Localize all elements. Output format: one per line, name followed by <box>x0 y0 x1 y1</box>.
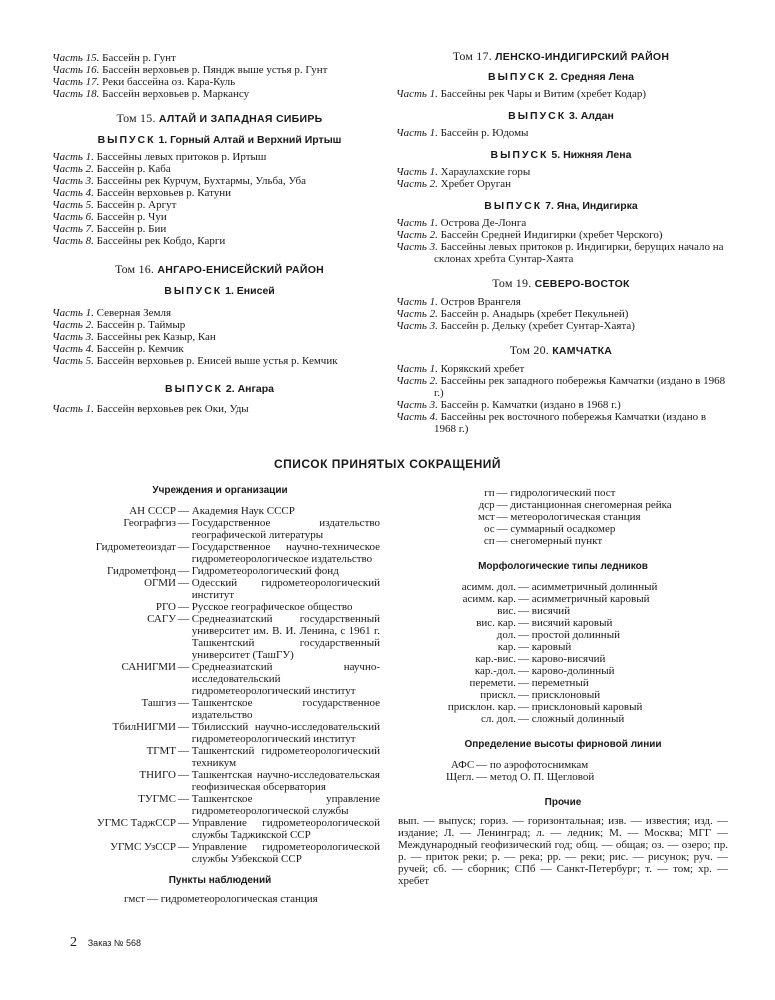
part-number: Часть 15. <box>52 52 100 64</box>
dash: — <box>518 677 532 689</box>
abbreviation-row <box>406 689 657 701</box>
dash: — <box>178 661 192 673</box>
part-line <box>52 211 387 223</box>
part-text: Северная Земля <box>96 307 172 319</box>
abbreviation-key: Гидрометеоиздат <box>95 541 176 553</box>
part-line <box>52 151 387 163</box>
volume-16-issue-2-parts <box>52 403 387 415</box>
abbreviation-row <box>406 713 657 725</box>
abbreviation-value: присклоновый <box>531 689 601 701</box>
part-text: Бассейны рек Чары и Витим (хребет Кодар) <box>440 88 647 100</box>
order-number: Заказ № 568 <box>87 938 142 948</box>
abbreviation-key: сп <box>483 535 495 547</box>
abbreviation-value: висячий <box>531 605 571 617</box>
part-line <box>52 307 387 319</box>
abbreviation-row <box>446 771 594 783</box>
part-number: Часть 1. <box>396 363 438 375</box>
part-line <box>396 178 726 190</box>
dash: — <box>496 511 511 523</box>
part-number: Часть 1. <box>52 403 94 415</box>
dash: — <box>518 617 532 629</box>
part-number: Часть 2. <box>396 375 438 387</box>
dash: — <box>178 517 192 529</box>
dash: — <box>518 713 532 725</box>
part-line <box>396 127 726 139</box>
part-text: Бассейны рек Казыр, Кан <box>96 331 216 343</box>
part-text: Бассейн р. Дельку (хребет Сунтар-Хаята) <box>440 320 635 332</box>
abbreviation-key: Щегл. <box>446 771 475 783</box>
institutions-table <box>60 505 380 865</box>
part-number: Часть 8. <box>52 235 94 247</box>
part-number: Часть 16. <box>52 64 100 76</box>
part-text: Бассейн р. Гунт <box>102 52 176 64</box>
part-text: Бассейн Средней Индигирки (хребет Черского) <box>440 229 663 241</box>
dash: — <box>518 629 532 641</box>
abbreviation-value: снегомерный пункт <box>510 535 603 547</box>
volume-20-parts <box>396 363 726 435</box>
part-text: Корякский хребет <box>440 363 525 375</box>
abbreviation-key: САГУ <box>147 613 176 625</box>
part-line <box>396 308 726 320</box>
part-number: Часть 17. <box>52 76 100 88</box>
abbreviation-key: РГО <box>155 601 176 613</box>
dash: — <box>518 641 532 653</box>
abbreviations-title: СПИСОК ПРИНЯТЫХ СОКРАЩЕНИЙ <box>273 457 502 471</box>
parts-list-top <box>52 52 387 100</box>
dash: — <box>518 701 532 713</box>
abbreviation-key: ОГМИ <box>144 577 176 589</box>
abbreviation-row <box>406 677 657 689</box>
part-line <box>52 403 387 415</box>
abbreviation-row <box>478 523 672 535</box>
abbreviation-value: карово-долинный <box>531 665 615 677</box>
abbreviation-row <box>60 697 380 721</box>
abbreviation-row <box>60 817 380 841</box>
page-number: 2 <box>70 935 77 950</box>
part-number: Часть 1. <box>52 151 94 163</box>
right-column <box>396 50 726 435</box>
stations-heading: Пункты наблюдений <box>168 875 272 886</box>
part-number: Часть 1. <box>396 127 438 139</box>
part-text: Реки бассейна оз. Кара-Куль <box>102 76 236 88</box>
abbreviation-value: метеорологическая станция <box>510 511 641 523</box>
part-number: Часть 4. <box>396 411 438 423</box>
abbreviation-row <box>60 601 380 613</box>
part-number: Часть 1. <box>396 296 438 308</box>
abbreviation-row <box>124 893 318 905</box>
abbreviation-value: Ташкентское управление гидрометеорологической службы <box>191 793 380 817</box>
abbreviation-key: прискл. <box>480 689 516 701</box>
volume-16-issue-1: ВЫПУСК 1. Енисей <box>164 285 275 297</box>
volume-17-issue: ВЫПУСК 2. Средняя Лена <box>488 71 634 83</box>
abbreviation-key: САНИГМИ <box>121 661 176 673</box>
dash: — <box>476 759 490 771</box>
abbreviation-key: кар. <box>497 641 516 653</box>
abbreviation-value: гидрометеорологическая станция <box>160 893 318 905</box>
abbreviation-value: каровый <box>531 641 572 653</box>
part-line <box>52 64 387 76</box>
part-number: Часть 3. <box>396 399 438 411</box>
volume-17-issues <box>396 71 726 265</box>
abbreviation-value: Одесский гидрометеорологический институт <box>191 577 380 601</box>
part-number: Часть 3. <box>52 175 94 187</box>
abbreviation-key: АН СССР <box>129 505 176 517</box>
abbreviation-value: асимметричный каровый <box>531 593 650 605</box>
abbreviation-row <box>60 541 380 565</box>
part-number: Часть 5. <box>52 355 94 367</box>
part-line <box>52 76 387 88</box>
abbreviation-value: Ташкентское государственное издательство <box>191 697 380 721</box>
part-text: Хребет Оруган <box>440 178 511 190</box>
volume-20-heading: Том 20. КАМЧАТКА <box>509 343 613 357</box>
abbreviation-row <box>60 721 380 745</box>
abbreviation-value: Управление гидрометеорологической службы Узбекской ССР <box>191 841 380 865</box>
abbreviation-row <box>60 841 380 865</box>
abbreviation-value: Тбилисский научно-исследовательский гидрометеорологический институт <box>191 721 380 745</box>
part-number: Часть 3. <box>396 320 438 332</box>
volume-17-heading: Том 17. ЛЕНСКО-ИНДИГИРСКИЙ РАЙОН <box>452 49 670 63</box>
part-text: Бассейн р. Анадырь (хребет Пекульней) <box>440 308 629 320</box>
abbreviation-value: сложный долинный <box>531 713 625 725</box>
dash: — <box>178 793 192 805</box>
abbreviation-key: УГМС ТаджССР <box>96 817 176 829</box>
abbreviation-row <box>406 581 657 593</box>
morph-table <box>406 581 657 725</box>
volume-17-issue: ВЫПУСК 3. Алдан <box>508 110 614 122</box>
abbreviation-row <box>60 661 380 697</box>
part-text: Бассейн р. Каба <box>96 163 171 175</box>
abbreviation-key: ТНИГО <box>139 769 176 781</box>
abbreviation-value: Ташкентская научно-исследовательская геофизическая обсерватория <box>191 769 380 793</box>
part-text: Бассейны левых притоков р. Иртыш <box>96 151 267 163</box>
abbreviation-value: дистанционная снегомерная рейка <box>510 499 672 511</box>
abbreviation-key: Ташгиз <box>141 697 176 709</box>
dash: — <box>178 745 192 757</box>
dash: — <box>496 487 511 499</box>
abbreviation-row <box>406 653 657 665</box>
dash: — <box>518 593 532 605</box>
abbreviation-key: перемети. <box>469 677 516 689</box>
abbreviation-value: Государственное научно-техническое гидрометеорологическое издательство <box>191 541 380 565</box>
dash: — <box>178 577 192 589</box>
dash: — <box>178 769 192 781</box>
part-line <box>52 187 387 199</box>
volume-19-heading: Том 19. СЕВЕРО-ВОСТОК <box>492 276 630 290</box>
abbreviation-row <box>406 701 657 713</box>
abbreviation-value: присклоновый каровый <box>531 701 643 713</box>
part-line <box>396 296 726 308</box>
part-text: Бассейн р. Аргут <box>96 199 177 211</box>
abbreviation-key: асимм. дол. <box>461 581 516 593</box>
volume-19-parts <box>396 296 726 332</box>
stations-table-right <box>478 487 672 547</box>
abbreviation-key: Гидрометфонд <box>107 565 176 577</box>
dash: — <box>147 893 161 905</box>
dash: — <box>518 581 532 593</box>
abbreviation-value: Государственное издательство географической литературы <box>191 517 380 541</box>
part-text: Остров Врангеля <box>440 296 521 308</box>
abbreviation-key: асимм. кар. <box>462 593 516 605</box>
abbreviation-key: гп <box>484 487 495 499</box>
volume-15-parts <box>52 151 387 247</box>
part-text: Бассейн р. Камчатки (издано в 1968 г.) <box>440 399 621 411</box>
part-number: Часть 1. <box>396 217 438 229</box>
part-number: Часть 3. <box>396 241 438 253</box>
volume-16-issue-2: ВЫПУСК 2. Ангара <box>165 383 274 395</box>
dash: — <box>496 523 511 535</box>
abbreviation-value: суммарный осадкомер <box>510 523 616 535</box>
part-number: Часть 1. <box>396 166 438 178</box>
abbreviations-left <box>60 485 380 905</box>
part-line <box>52 199 387 211</box>
dash: — <box>178 817 192 829</box>
part-text: Бассейн р. Юдомы <box>440 127 529 139</box>
dash: — <box>178 613 192 625</box>
abbreviation-row <box>406 629 657 641</box>
part-number: Часть 1. <box>396 88 438 100</box>
part-number: Часть 18. <box>52 88 100 100</box>
abbreviation-value: Русское географическое общество <box>191 601 353 613</box>
dash: — <box>178 721 192 733</box>
part-text: Бассейн верховьев р. Маркансу <box>102 88 250 100</box>
part-text: Хараулахские горы <box>440 166 531 178</box>
part-number: Часть 2. <box>52 163 94 175</box>
part-text: Бассейны рек западного побережья Камчатки (издано в 1968 г.) <box>434 375 726 399</box>
part-number: Часть 2. <box>396 308 438 320</box>
abbreviation-row <box>406 641 657 653</box>
abbreviation-value: Гидрометеорологический фонд <box>191 565 339 577</box>
abbreviation-key: ТУГМС <box>138 793 176 805</box>
part-number: Часть 1. <box>52 307 94 319</box>
abbreviation-row <box>60 577 380 601</box>
abbreviation-row <box>478 511 672 523</box>
firn-table <box>446 759 594 783</box>
dash: — <box>178 601 192 613</box>
part-text: Бассейн верховьев р. Катуни <box>96 187 232 199</box>
part-text: Бассейн р. Бии <box>96 223 167 235</box>
part-line <box>52 163 387 175</box>
left-column <box>52 52 387 415</box>
part-line <box>396 229 726 241</box>
abbreviation-key: гмст <box>124 893 146 905</box>
part-number: Часть 7. <box>52 223 94 235</box>
part-text: Бассейн верховьев рек Оки, Уды <box>96 403 249 415</box>
abbreviations-right <box>398 487 728 887</box>
part-text: Бассейны левых притоков р. Индигирки, берущих начало на склонах хребта Сунтар-Хаята <box>434 241 724 265</box>
part-line <box>52 331 387 343</box>
other-abbreviations-text: вып. — выпуск; гориз. — горизонтальная; изв. — известия; изд. — издание; Л. — Ленинград; л. — ледник; М. — Москва; МГГ — Международный геофизический год; общ. — общая; оз. — озеро; пр. р. — приток реки; р. — река; рр. — реки; рис. — рисунок; руч. — ручей; сб. — сборник; СПб — Санкт-Петербург; т. — том; хр. — хребет <box>398 815 728 887</box>
abbreviation-row <box>60 565 380 577</box>
abbreviation-value: по аэрофотоснимкам <box>489 759 589 771</box>
part-number: Часть 2. <box>52 319 94 331</box>
abbreviation-value: метод О. П. Щегловой <box>489 771 595 783</box>
abbreviation-row <box>60 505 380 517</box>
abbreviation-key: кар.-дол. <box>474 665 516 677</box>
abbreviation-value: простой долинный <box>531 629 620 641</box>
dash: — <box>178 541 192 553</box>
abbreviation-value: Ташкентский гидрометеорологический техникум <box>191 745 380 769</box>
firn-heading: Определение высоты фирновой линии <box>464 739 662 750</box>
part-text: Бассейн верховьев р. Пяндж выше устья р. Гунт <box>102 64 328 76</box>
abbreviation-value: карово-висячий <box>531 653 606 665</box>
part-text: Бассейны рек восточного побережья Камчатки (издано в 1968 г.) <box>434 411 707 435</box>
other-heading: Прочие <box>544 797 582 808</box>
abbreviation-row <box>478 535 672 547</box>
abbreviation-row <box>478 487 672 499</box>
volume-15-heading: Том 15. АЛТАЙ И ЗАПАДНАЯ СИБИРЬ <box>116 111 323 125</box>
abbreviation-row <box>60 613 380 661</box>
part-number: Часть 2. <box>396 229 438 241</box>
abbreviation-key: вис. <box>497 605 516 617</box>
morph-heading: Морфологические типы ледников <box>478 561 648 572</box>
volume-17-issue: ВЫПУСК 5. Нижняя Лена <box>490 149 632 161</box>
volume-16-heading: Том 16. АНГАРО-ЕНИСЕЙСКИЙ РАЙОН <box>114 262 325 276</box>
part-number: Часть 2. <box>396 178 438 190</box>
dash: — <box>476 771 490 783</box>
part-line <box>396 399 726 411</box>
part-line <box>52 355 387 367</box>
part-text: Бассейны рек Курчум, Бухтармы, Ульба, Уба <box>96 175 307 187</box>
abbreviation-key: сл. дол. <box>480 713 516 725</box>
stations-table-left <box>124 893 318 905</box>
part-text: Бассейн р. Чуи <box>96 211 167 223</box>
part-line <box>396 363 726 375</box>
dash: — <box>518 665 532 677</box>
part-line <box>396 375 726 399</box>
abbreviation-value: асимметричный долинный <box>531 581 658 593</box>
part-text: Бассейны рек Кобдо, Карги <box>96 235 226 247</box>
abbreviation-value: Академия Наук СССР <box>191 505 295 517</box>
abbreviation-value: Управление гидрометеорологической службы Таджикской ССР <box>191 817 380 841</box>
dash: — <box>518 653 532 665</box>
part-line <box>52 223 387 235</box>
dash: — <box>178 697 192 709</box>
abbreviation-row <box>60 769 380 793</box>
abbreviation-key: вис. кар. <box>476 617 516 629</box>
part-line <box>52 319 387 331</box>
part-line <box>396 88 726 100</box>
abbreviation-row <box>406 665 657 677</box>
dash: — <box>496 535 511 547</box>
volume-16-issue-1-parts <box>52 307 387 367</box>
abbreviation-row <box>406 605 657 617</box>
part-text: Бассейн р. Кемчик <box>96 343 184 355</box>
abbreviation-key: ос <box>484 523 495 535</box>
part-number: Часть 6. <box>52 211 94 223</box>
part-line <box>396 320 726 332</box>
part-line <box>396 411 726 435</box>
dash: — <box>178 841 192 853</box>
dash: — <box>518 605 532 617</box>
abbreviation-row <box>406 617 657 629</box>
part-line <box>396 217 726 229</box>
abbreviation-value: Среднеазиатский государственный университет им. В. И. Ленина, с 1961 г. Ташкентский государственный университет (ТашГУ) <box>191 613 380 661</box>
part-line <box>52 343 387 355</box>
abbreviation-key: ТГМТ <box>146 745 176 757</box>
abbreviation-key: АФС <box>450 759 475 771</box>
abbreviation-value: висячий каровый <box>531 617 613 629</box>
dash: — <box>178 565 192 577</box>
part-line <box>396 241 726 265</box>
abbreviation-key: кар.-вис. <box>475 653 516 665</box>
abbreviation-key: УГМС УзССР <box>110 841 176 853</box>
part-number: Часть 3. <box>52 331 94 343</box>
part-text: Острова Де-Лонга <box>440 217 527 229</box>
abbreviation-row <box>60 517 380 541</box>
abbreviation-key: дол. <box>496 629 516 641</box>
abbreviation-key: ТбилНИГМИ <box>112 721 176 733</box>
part-line <box>52 52 387 64</box>
abbreviation-key: присклон. кар. <box>447 701 516 713</box>
abbreviation-key: мст <box>478 511 495 523</box>
volume-17-issue: ВЫПУСК 7. Яна, Индигирка <box>484 200 638 212</box>
part-line <box>52 175 387 187</box>
abbreviation-row <box>478 499 672 511</box>
abbreviation-row <box>446 759 594 771</box>
abbreviation-row <box>60 745 380 769</box>
part-line <box>52 88 387 100</box>
institutions-heading: Учреждения и организации <box>152 485 288 496</box>
page-footer <box>70 937 141 949</box>
abbreviation-row <box>406 593 657 605</box>
part-line <box>396 166 726 178</box>
part-line <box>52 235 387 247</box>
abbreviation-key: дср <box>478 499 495 511</box>
part-number: Часть 5. <box>52 199 94 211</box>
abbreviation-value: гидрологический пост <box>510 487 616 499</box>
abbreviation-row <box>60 793 380 817</box>
volume-15-issue-1: ВЫПУСК 1. Горный Алтай и Верхний Иртыш <box>97 134 342 146</box>
abbreviation-value: переметный <box>531 677 589 689</box>
dash: — <box>178 505 192 517</box>
dash: — <box>518 689 532 701</box>
part-number: Часть 4. <box>52 343 94 355</box>
dash: — <box>496 499 511 511</box>
part-text: Бассейн р. Таймыр <box>96 319 186 331</box>
part-text: Бассейн верховьев р. Енисей выше устья р. Кемчик <box>96 355 338 367</box>
abbreviation-value: Среднеазиатский научно-исследовательский гидрометеорологический институт <box>191 661 380 697</box>
abbreviation-key: Географгиз <box>123 517 176 529</box>
part-number: Часть 4. <box>52 187 94 199</box>
